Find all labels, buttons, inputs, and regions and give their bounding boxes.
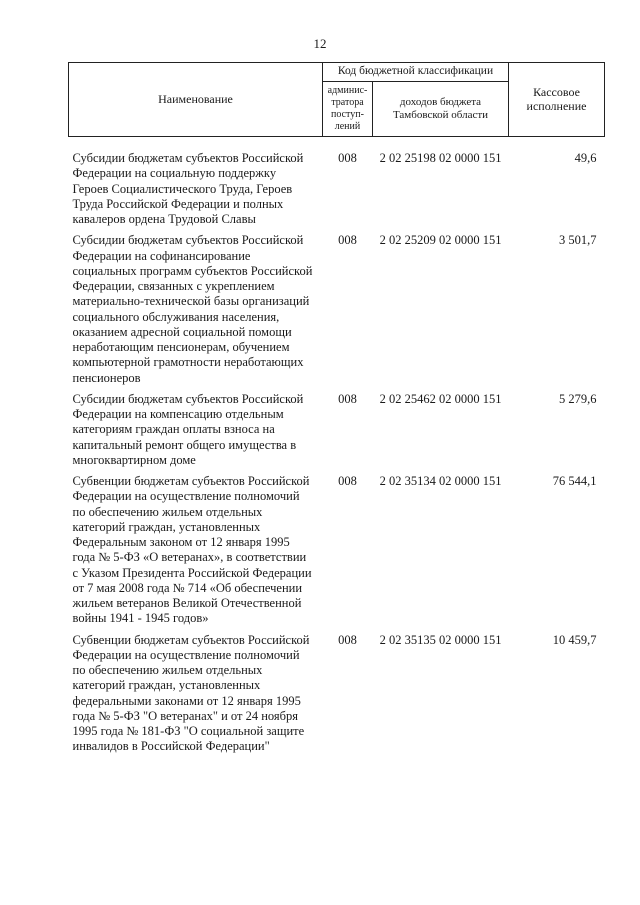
table-row [69, 629, 605, 757]
header-execution: Кассовое исполнение [509, 63, 605, 137]
row-admin-code: 008 [338, 474, 357, 488]
row-amount: 3 501,7 [559, 233, 597, 248]
header-income: доходов бюджета Тамбовской области [373, 82, 509, 137]
row-admin-code: 008 [338, 233, 357, 248]
table-row [69, 137, 605, 230]
row-income-code: 2 02 25462 02 0000 151 [379, 391, 502, 406]
table-row [69, 470, 605, 629]
header-budget-code: Код бюджетной классификации [323, 63, 509, 82]
row-name: Субсидии бюджетам субъектов Российской Федерации на социальную поддержку Героев Социалистического Труда, Героев Труда Российской Федерации и полных кавалеров ордена Трудовой Славы [72, 151, 304, 226]
row-admin-code: 008 [338, 391, 357, 406]
row-name: Субвенции бюджетам субъектов Российской Федерации на осуществление полномочий по обеспечению жильем отдельных категорий граждан, установленных Федеральным законом от 12 января 1995 года № 5-ФЗ «О ветеранах», в соответствии с Указом Президента Российской Федерации от 7 мая 2008 года № 714 «Об обеспечении жильем ветеранов Великой Отечественной войны 1941 - 1945 годов» [72, 474, 312, 626]
table-row [69, 388, 605, 470]
row-admin-code: 008 [338, 632, 357, 647]
page-number: 12 [313, 36, 327, 51]
header-name: Наименование [69, 63, 323, 137]
table-header [69, 63, 605, 137]
row-amount: 76 544,1 [552, 474, 597, 488]
row-name: Субсидии бюджетам субъектов Российской Федерации на компенсацию отдельным категориям граждан оплаты взноса на капитальный ремонт общего имущества в многоквартирном доме [72, 391, 304, 467]
row-income-code: 2 02 35134 02 0000 151 [379, 474, 502, 488]
row-name: Субвенции бюджетам субъектов Российской Федерации на осуществление полномочий по обеспечению жильем отдельных категорий граждан, установленных федеральными законами от 12 января 1995 года № 5-ФЗ "О ветеранах" и от 24 ноября 1995 года № 181-ФЗ "О социальной защите инвалидов в Российской Федерации" [72, 632, 310, 754]
row-name: Субсидии бюджетам субъектов Российской Федерации на софинансирование социальных программ субъектов Российской Федерации, связанных с укреплением материально-технической базы организаций социального обслуживания населения, оказанием адресной социальной помощи неработающим пенсионерам, обучением компьютерной грамотности неработающих пенсионеров [72, 233, 313, 385]
row-amount: 49,6 [574, 151, 597, 165]
budget-table [68, 62, 604, 757]
row-amount: 10 459,7 [552, 632, 597, 647]
row-amount: 5 279,6 [559, 391, 597, 406]
row-income-code: 2 02 35135 02 0000 151 [379, 632, 502, 647]
row-income-code: 2 02 25209 02 0000 151 [379, 233, 502, 248]
table-row [69, 229, 605, 388]
header-administrator: админис-тратора поступ-лений [323, 82, 373, 137]
row-income-code: 2 02 25198 02 0000 151 [379, 151, 502, 165]
row-admin-code: 008 [338, 151, 357, 165]
